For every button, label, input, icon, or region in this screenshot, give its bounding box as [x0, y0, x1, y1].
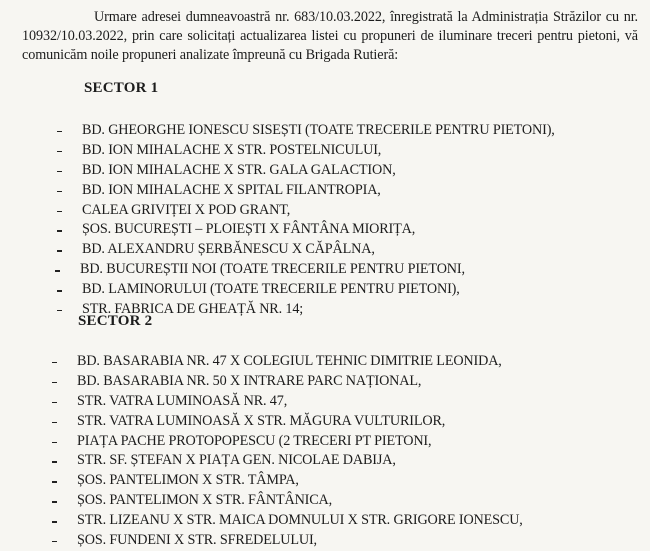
list-item [77, 491, 523, 511]
list-item [77, 511, 523, 531]
sector2-list [77, 352, 523, 551]
list-item-text: ȘOS. PANTELIMON X STR. FÂNTÂNICA, [77, 492, 333, 509]
list-item-text: BD. ION MIHALACHE X STR. POSTELNICULUI, [82, 141, 382, 158]
list-item-text: BD. ION MIHALACHE X STR. GALA GALACTION, [82, 161, 396, 178]
list-item [77, 392, 523, 412]
list-item [82, 161, 555, 181]
list-item-text: STR. SF. ȘTEFAN X PIAȚA GEN. NICOLAE DABIJA, [77, 452, 396, 469]
list-item-text: ȘOS. PANTELIMON X STR. TÂMPA, [77, 472, 299, 489]
list-item-text: ȘOS. FUNDENI X STR. SFREDELULUI, [77, 532, 317, 549]
sector2-heading: SECTOR 2 [78, 313, 153, 329]
list-item-text: BD. BUCUREȘTII NOI (TOATE TRECERILE PENTRU PIETONI, [80, 261, 465, 278]
list-item-text: BD. BASARABIA NR. 50 X INTRARE PARC NAȚIONAL, [77, 372, 422, 389]
list-item [80, 260, 555, 280]
list-item [82, 220, 555, 240]
list-item [77, 432, 523, 452]
list-item-text: STR. FABRICA DE GHEAȚĂ NR. 14; [82, 301, 304, 318]
list-item [77, 471, 523, 491]
list-item-text: BD. ION MIHALACHE X SPITAL FILANTROPIA, [82, 181, 381, 198]
list-item-text: CALEA GRIVIȚEI X POD GRANT, [82, 201, 291, 218]
list-item [82, 121, 555, 141]
list-item [77, 372, 523, 392]
list-item-text: STR. VATRA LUMINOASĂ NR. 47, [77, 392, 288, 409]
list-item-text: STR. VATRA LUMINOASĂ X STR. MĂGURA VULTURILOR, [77, 412, 446, 429]
list-item-text: BD. ALEXANDRU ȘERBĂNESCU X CĂPÂLNA, [82, 241, 375, 258]
sector1-list [82, 121, 555, 320]
list-item-text: STR. LIZEANU X STR. MAICA DOMNULUI X STR. GRIGORE IONESCU, [77, 512, 523, 529]
list-item [77, 352, 523, 372]
list-item [82, 141, 555, 161]
list-item [82, 181, 555, 201]
list-item-text: BD. BASARABIA NR. 47 X COLEGIUL TEHNIC DIMITRIE LEONIDA, [77, 353, 502, 369]
list-item [82, 300, 555, 320]
list-item [82, 280, 555, 300]
list-item-text: ȘOS. BUCUREȘTI – PLOIEȘTI X FÂNTÂNA MIORIȚA, [82, 221, 416, 238]
list-item-text: BD. GHEORGHE IONESCU SISEȘTI (TOATE TRECERILE PENTRU PIETONI), [82, 122, 555, 138]
list-item [82, 201, 555, 221]
intro-paragraph: Urmare adresei dumneavoastră nr. 683/10.03.2022, înregistrată la Administrația Străzilor cu nr. 10932/10.03.2022, prin care solicitați actualizarea listei cu propuneri de iluminare treceri pentru pietoni, vă comunicăm noile propuneri analizate împreună cu Brigada Rutieră: [22, 9, 638, 63]
list-item [82, 240, 555, 260]
list-item [77, 531, 523, 551]
list-item [77, 451, 523, 471]
list-item-text: BD. LAMINORULUI (TOATE TRECERILE PENTRU PIETONI), [82, 281, 460, 298]
list-item [77, 412, 523, 432]
sector1-heading: SECTOR 1 [84, 80, 159, 96]
list-item-text: PIAȚA PACHE PROTOPOPESCU (2 TRECERI PT PIETONI, [77, 432, 432, 449]
